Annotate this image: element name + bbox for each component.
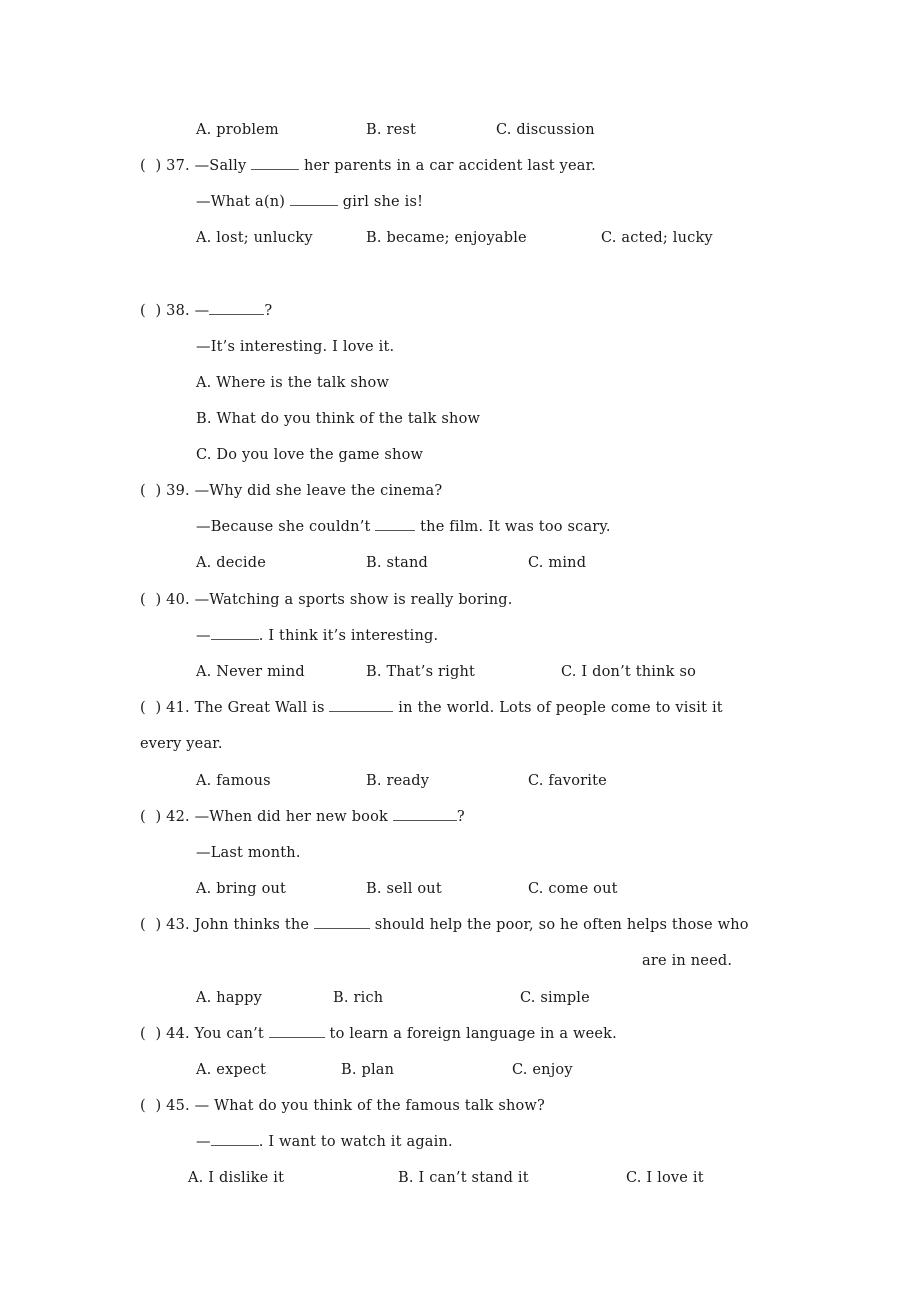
q43-options-option-b: B. rich	[333, 990, 384, 1006]
text-after-blank: to learn a foreign language in a week.	[324, 1026, 617, 1042]
answer-blank	[329, 699, 393, 712]
q40-options-option-a: A. Never mind	[196, 664, 305, 680]
q43-options-option-c: C. simple	[520, 990, 590, 1006]
q40-options-option-b: B. That’s right	[366, 664, 476, 680]
q41-stem	[140, 699, 723, 717]
q42-reply: —Last month.	[196, 845, 301, 861]
q38-option-b: B. What do you think of the talk show	[196, 411, 481, 427]
q39-reply	[196, 518, 611, 536]
q37-options-option-c: C. acted; lucky	[601, 230, 713, 246]
q36-options-option-c: C. discussion	[496, 122, 595, 138]
q39-stem: ( ) 39. —Why did she leave the cinema?	[140, 483, 443, 499]
q37-options-option-b: B. became; enjoyable	[366, 230, 527, 246]
q39-options-option-a: A. decide	[196, 555, 266, 571]
q43-options-option-a: A. happy	[196, 990, 263, 1006]
answer-blank	[375, 518, 415, 531]
text-before-blank: ( ) 41. The Great Wall is	[140, 700, 330, 716]
q45-stem: ( ) 45. — What do you think of the famous talk show?	[140, 1098, 546, 1114]
answer-blank	[314, 916, 370, 929]
text-after-blank: in the world. Lots of people come to visit it	[393, 700, 723, 716]
q41-options-option-c: C. favorite	[528, 773, 607, 789]
q38-option-a: A. Where is the talk show	[196, 375, 390, 391]
q36-options-option-a: A. problem	[196, 122, 279, 138]
answer-blank	[251, 157, 299, 170]
q41-stem-cont: every year.	[140, 736, 223, 752]
q41-options-option-b: B. ready	[366, 773, 430, 789]
text-before-blank: ( ) 44. You can’t	[140, 1026, 269, 1042]
q39-options-option-b: B. stand	[366, 555, 429, 571]
answer-blank	[393, 808, 457, 821]
text-after-blank: . I want to watch it again.	[258, 1134, 453, 1150]
text-before-blank: —What a(n)	[196, 194, 290, 210]
text-after-blank: ?	[264, 303, 273, 319]
text-after-blank: should help the poor, so he often helps those who	[369, 917, 749, 933]
answer-blank	[211, 1133, 259, 1146]
q40-stem: ( ) 40. —Watching a sports show is really boring.	[140, 592, 513, 608]
text-before-blank: ( ) 37. —Sally	[140, 158, 252, 174]
q38-stem	[140, 302, 272, 320]
text-after-blank: ?	[456, 809, 465, 825]
answer-blank	[269, 1025, 325, 1038]
text-before-blank: ( ) 43. John thinks the	[140, 917, 314, 933]
q45-options-option-a: A. I dislike it	[188, 1170, 285, 1186]
q43-stem	[140, 916, 749, 934]
q42-options-option-a: A. bring out	[196, 881, 287, 897]
q37-stem	[140, 157, 596, 175]
q40-options-option-c: C. I don’t think so	[561, 664, 697, 680]
q43-stem-cont: are in need.	[642, 953, 733, 969]
text-before-blank: ( ) 38. —	[140, 303, 210, 319]
text-before-blank: —Because she couldn’t	[196, 519, 376, 535]
text-before-blank: —	[196, 1134, 211, 1150]
text-after-blank: girl she is!	[337, 194, 424, 210]
q44-options-option-b: B. plan	[341, 1062, 395, 1078]
q38-reply: —It’s interesting. I love it.	[196, 339, 395, 355]
q45-options-option-b: B. I can’t stand it	[398, 1170, 529, 1186]
q42-options-option-c: C. come out	[528, 881, 618, 897]
answer-blank	[290, 193, 338, 206]
q41-options-option-a: A. famous	[196, 773, 271, 789]
q37-reply	[196, 193, 423, 211]
q40-reply	[196, 627, 438, 645]
q45-options-option-c: C. I love it	[626, 1170, 704, 1186]
text-after-blank: her parents in a car accident last year.	[299, 158, 596, 174]
q42-options-option-b: B. sell out	[366, 881, 442, 897]
answer-blank	[211, 627, 259, 640]
text-after-blank: the film. It was too scary.	[415, 519, 611, 535]
answer-blank	[209, 302, 264, 315]
q39-options-option-c: C. mind	[528, 555, 587, 571]
q37-options-option-a: A. lost; unlucky	[196, 230, 313, 246]
text-after-blank: . I think it’s interesting.	[258, 628, 439, 644]
q44-options-option-a: A. expect	[196, 1062, 267, 1078]
q42-stem	[140, 808, 465, 826]
q44-options-option-c: C. enjoy	[512, 1062, 573, 1078]
q45-reply	[196, 1133, 453, 1151]
text-before-blank: ( ) 42. —When did her new book	[140, 809, 393, 825]
q36-options-option-b: B. rest	[366, 122, 417, 138]
text-before-blank: —	[196, 628, 211, 644]
q44-stem	[140, 1025, 617, 1043]
q38-option-c: C. Do you love the game show	[196, 447, 424, 463]
